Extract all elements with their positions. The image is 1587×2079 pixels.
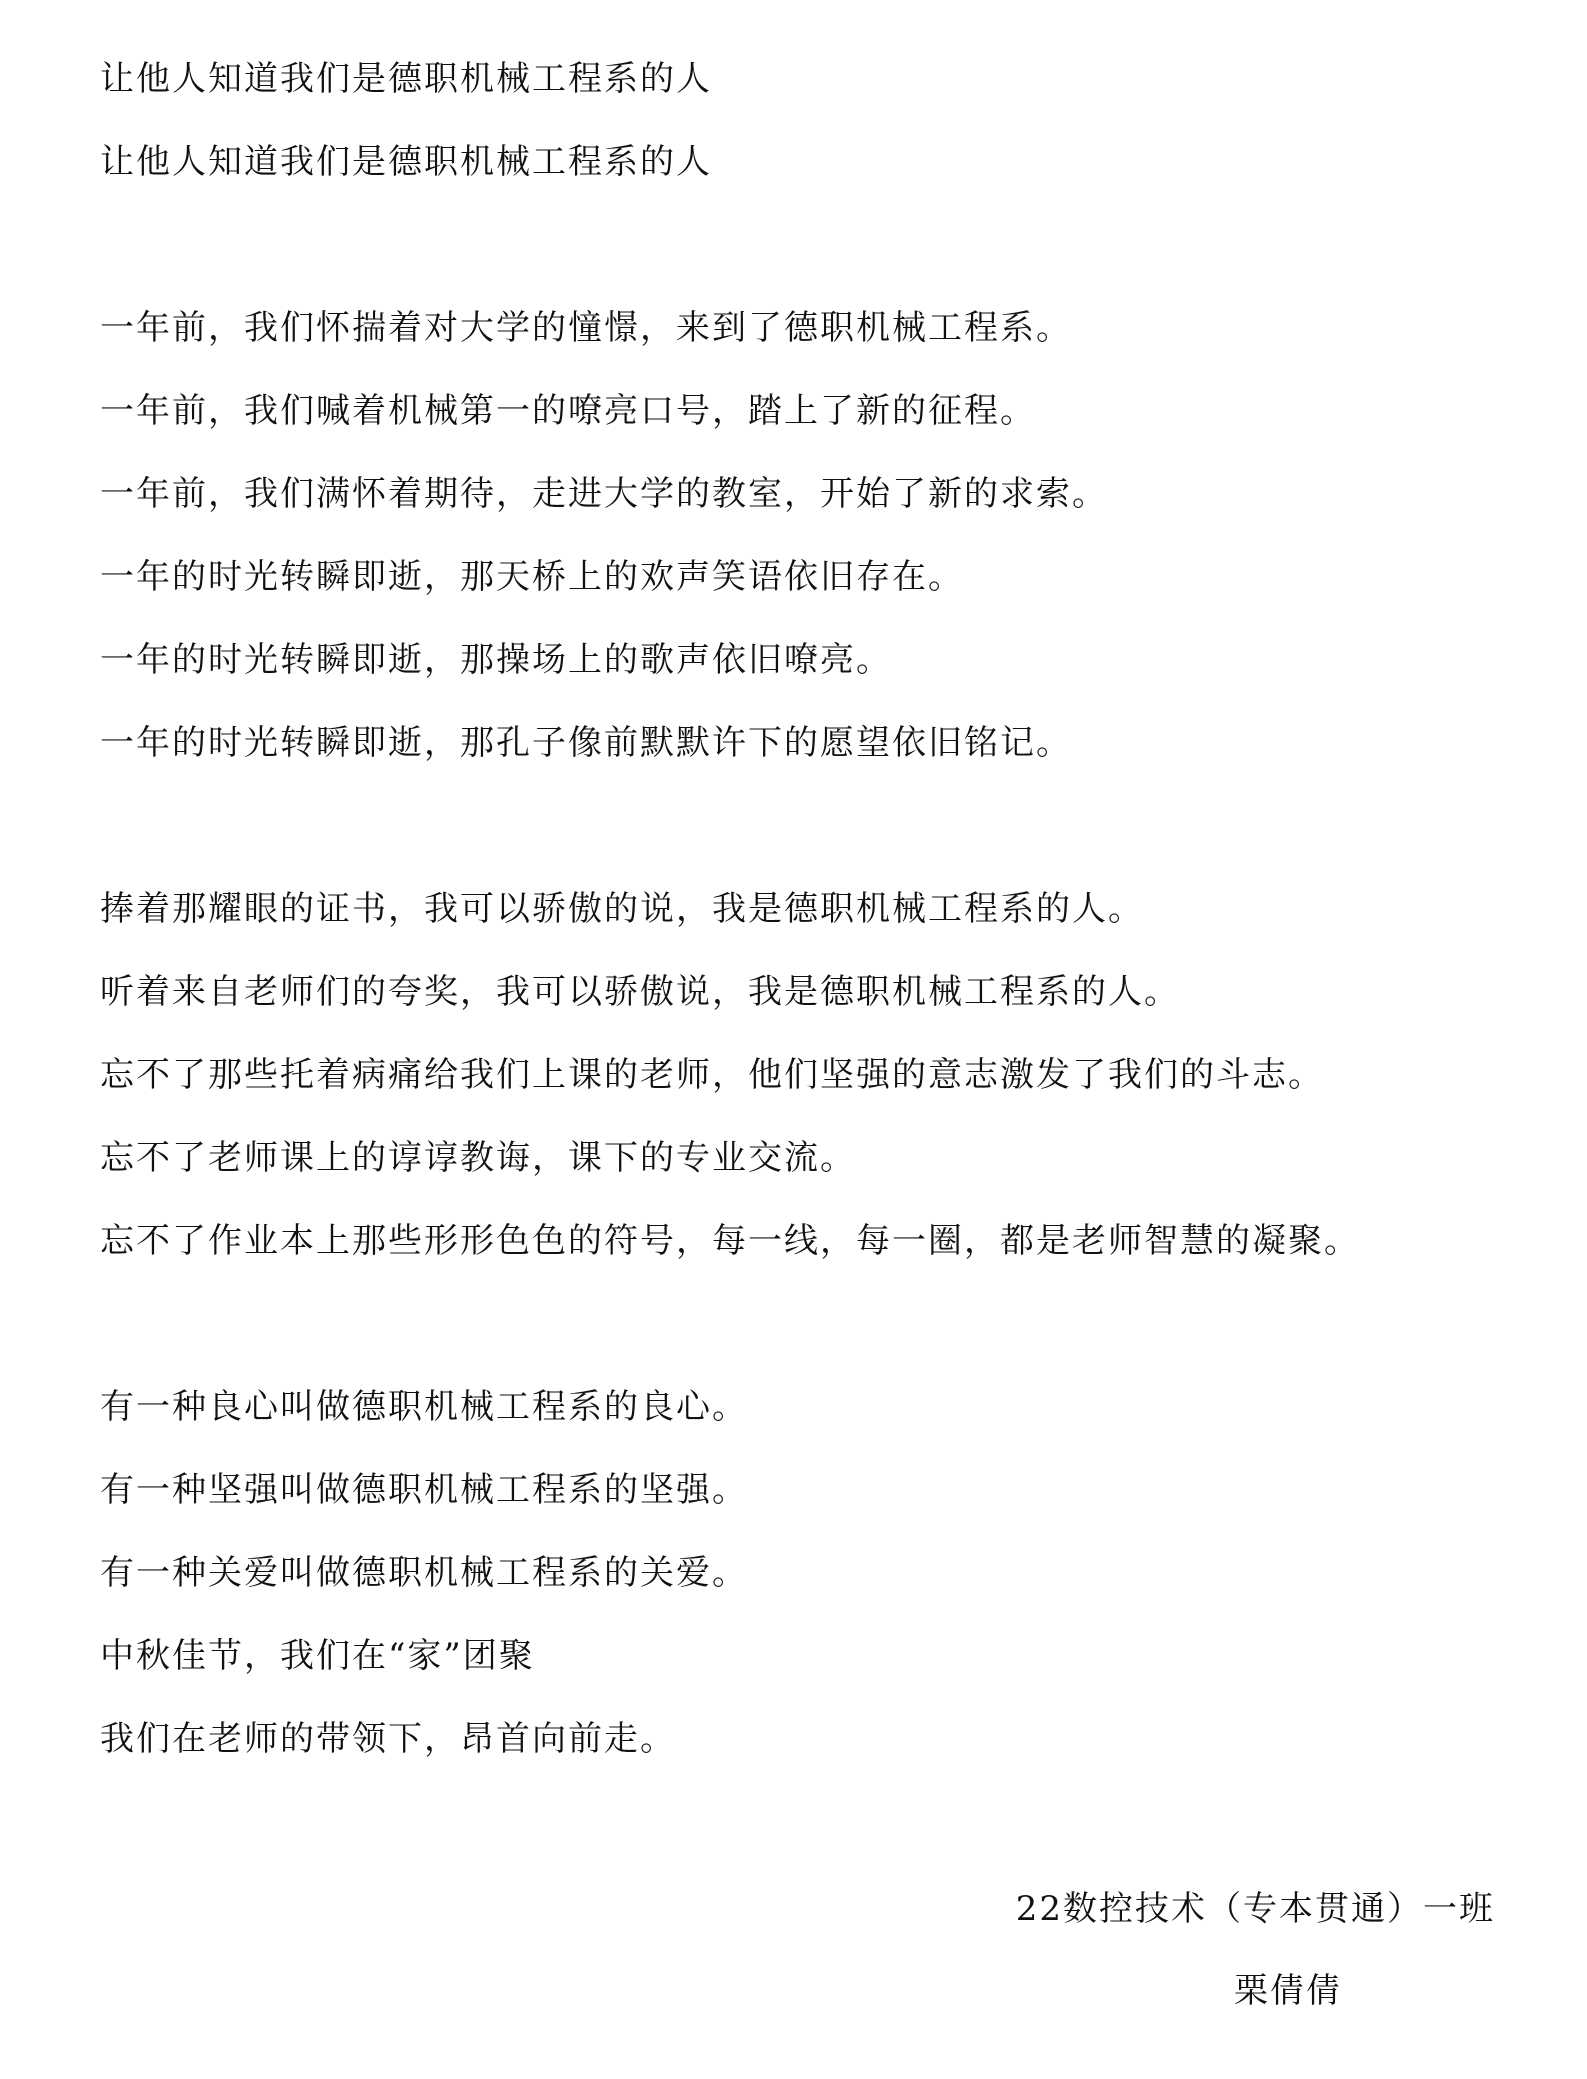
text-line: 忘不了老师课上的谆谆教诲，课下的专业交流。 — [100, 1138, 856, 1178]
document-body — [100, 58, 1520, 1801]
signature-block — [1016, 1888, 1495, 2012]
paragraph-one-year-ago — [100, 307, 1520, 764]
text-line: 忘不了作业本上那些形形色色的符号，每一线，每一圈，都是老师智慧的凝聚。 — [100, 1221, 1360, 1261]
paragraph-gap — [100, 224, 1520, 307]
text-line: 让他人知道我们是德职机械工程系的人 — [100, 142, 712, 182]
paragraph-closing — [100, 1386, 1520, 1760]
text-line: 中秋佳节，我们在“家”团聚 — [100, 1636, 535, 1676]
paragraph-gap — [100, 1303, 1520, 1386]
text-line: 忘不了那些托着病痛给我们上课的老师，他们坚强的意志激发了我们的斗志。 — [100, 1055, 1324, 1095]
text-line: 一年前，我们喊着机械第一的嘹亮口号，踏上了新的征程。 — [100, 391, 1036, 431]
signature-author: 栗倩倩 — [1234, 1971, 1342, 2011]
text-line: 听着来自老师们的夸奖，我可以骄傲说，我是德职机械工程系的人。 — [100, 972, 1180, 1012]
paragraph-gap — [100, 805, 1520, 888]
text-line: 有一种良心叫做德职机械工程系的良心。 — [100, 1387, 748, 1427]
paragraph-title — [100, 58, 1520, 183]
text-line: 一年前，我们满怀着期待，走进大学的教室，开始了新的求索。 — [100, 474, 1108, 514]
text-line: 一年的时光转瞬即逝，那操场上的歌声依旧嘹亮。 — [100, 640, 892, 680]
paragraph-proud — [100, 888, 1520, 1262]
text-line: 一年的时光转瞬即逝，那天桥上的欢声笑语依旧存在。 — [100, 557, 964, 597]
text-line: 一年的时光转瞬即逝，那孔子像前默默许下的愿望依旧铭记。 — [100, 723, 1072, 763]
text-line: 有一种坚强叫做德职机械工程系的坚强。 — [100, 1470, 748, 1510]
text-line: 有一种关爱叫做德职机械工程系的关爱。 — [100, 1553, 748, 1593]
text-line: 让他人知道我们是德职机械工程系的人 — [100, 59, 712, 99]
signature-class: 22数控技术（专本贯通）一班 — [1015, 1889, 1495, 1929]
text-line: 捧着那耀眼的证书，我可以骄傲的说，我是德职机械工程系的人。 — [100, 889, 1144, 929]
text-line: 我们在老师的带领下，昂首向前走。 — [100, 1719, 676, 1759]
text-line: 一年前，我们怀揣着对大学的憧憬，来到了德职机械工程系。 — [100, 308, 1072, 348]
